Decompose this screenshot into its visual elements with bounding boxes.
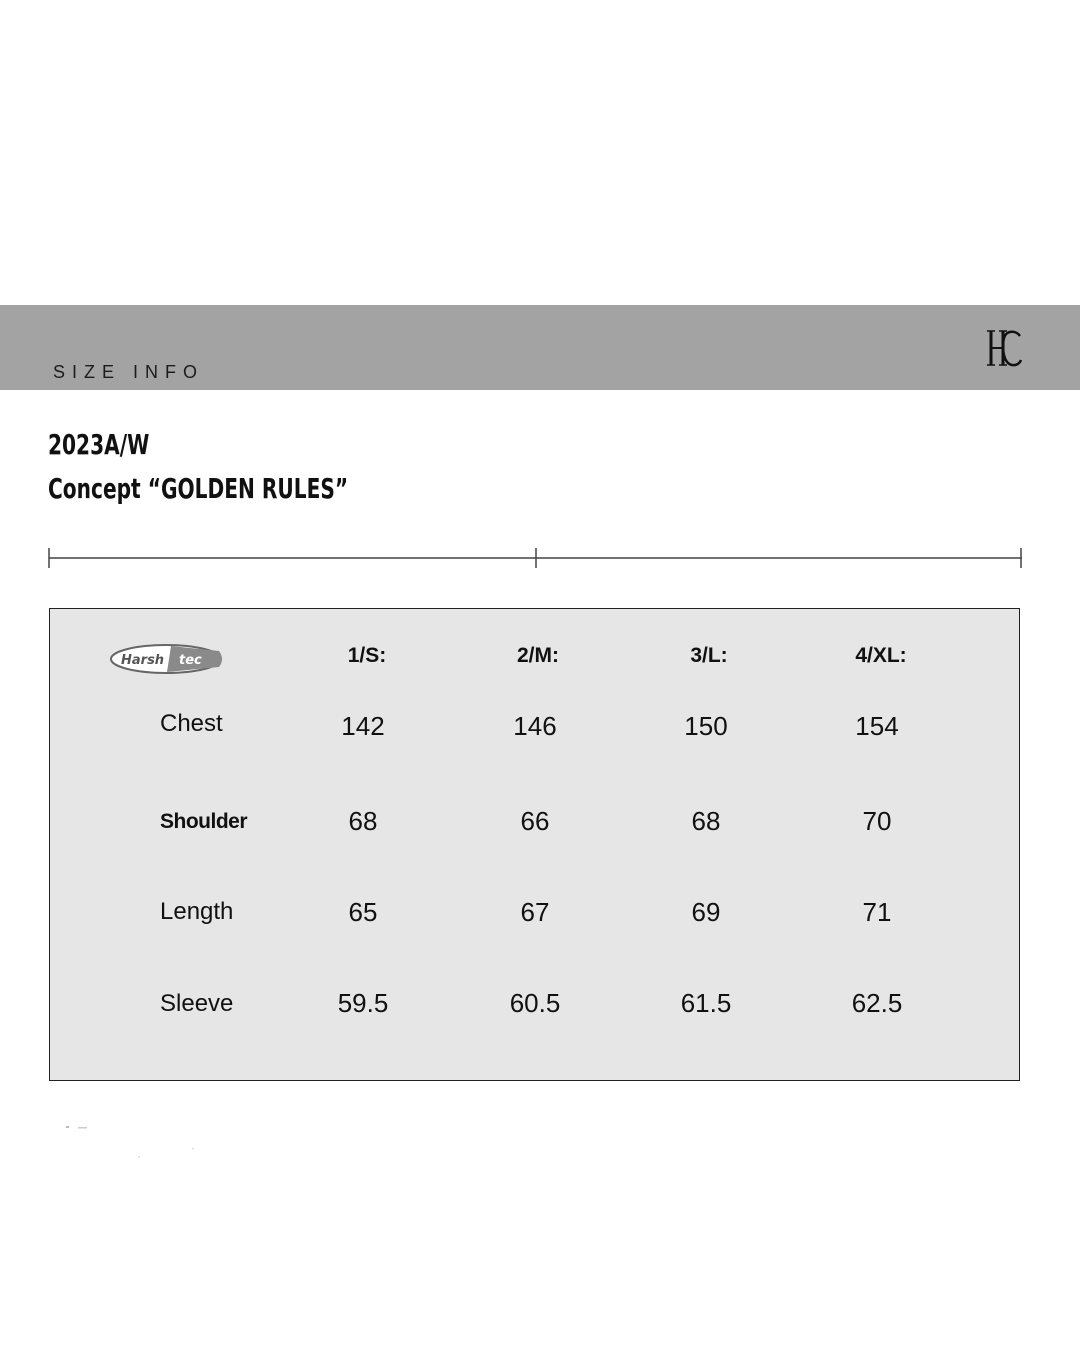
row-label-chest: Chest xyxy=(160,710,223,737)
chest-value-xl: 154 xyxy=(855,711,899,741)
hc-monogram-icon xyxy=(986,328,1024,368)
column-header-m: 2/M: xyxy=(517,644,559,667)
harshtec-logo-icon xyxy=(109,643,223,675)
shoulder-value-s: 68 xyxy=(348,806,378,836)
chest-value-m: 146 xyxy=(513,711,557,741)
sleeve-value-xl: 62.5 xyxy=(851,988,903,1018)
column-header-l: 3/L: xyxy=(690,644,728,667)
length-value-l: 69 xyxy=(691,897,721,927)
column-header-s: 1/S: xyxy=(347,644,387,667)
section-label: SIZE INFO xyxy=(53,362,205,382)
size-table xyxy=(49,608,1020,1081)
logo-text-right: tec xyxy=(179,653,202,668)
chest-value-l: 150 xyxy=(684,711,728,741)
season-title: 2023A/W xyxy=(48,428,150,461)
shoulder-value-l: 68 xyxy=(691,806,721,836)
shoulder-value-xl: 70 xyxy=(862,806,892,836)
length-value-s: 65 xyxy=(348,897,378,927)
sleeve-value-s: 59.5 xyxy=(337,988,389,1018)
length-value-m: 67 xyxy=(520,897,550,927)
sleeve-value-m: 60.5 xyxy=(509,988,561,1018)
column-header-xl: 4/XL: xyxy=(855,644,907,667)
row-label-length: Length xyxy=(160,898,234,925)
sleeve-value-l: 61.5 xyxy=(680,988,732,1018)
shoulder-value-m: 66 xyxy=(520,806,550,836)
decorative-specks xyxy=(60,1120,220,1160)
row-label-shoulder: Shoulder xyxy=(160,810,248,833)
concept-title: Concept “GOLDEN RULES” xyxy=(48,472,349,505)
length-value-xl: 71 xyxy=(862,897,892,927)
logo-text-left: Harsh xyxy=(121,653,165,668)
row-label-sleeve: Sleeve xyxy=(160,990,234,1017)
chest-value-s: 142 xyxy=(341,711,385,741)
measurement-divider xyxy=(48,546,1023,570)
